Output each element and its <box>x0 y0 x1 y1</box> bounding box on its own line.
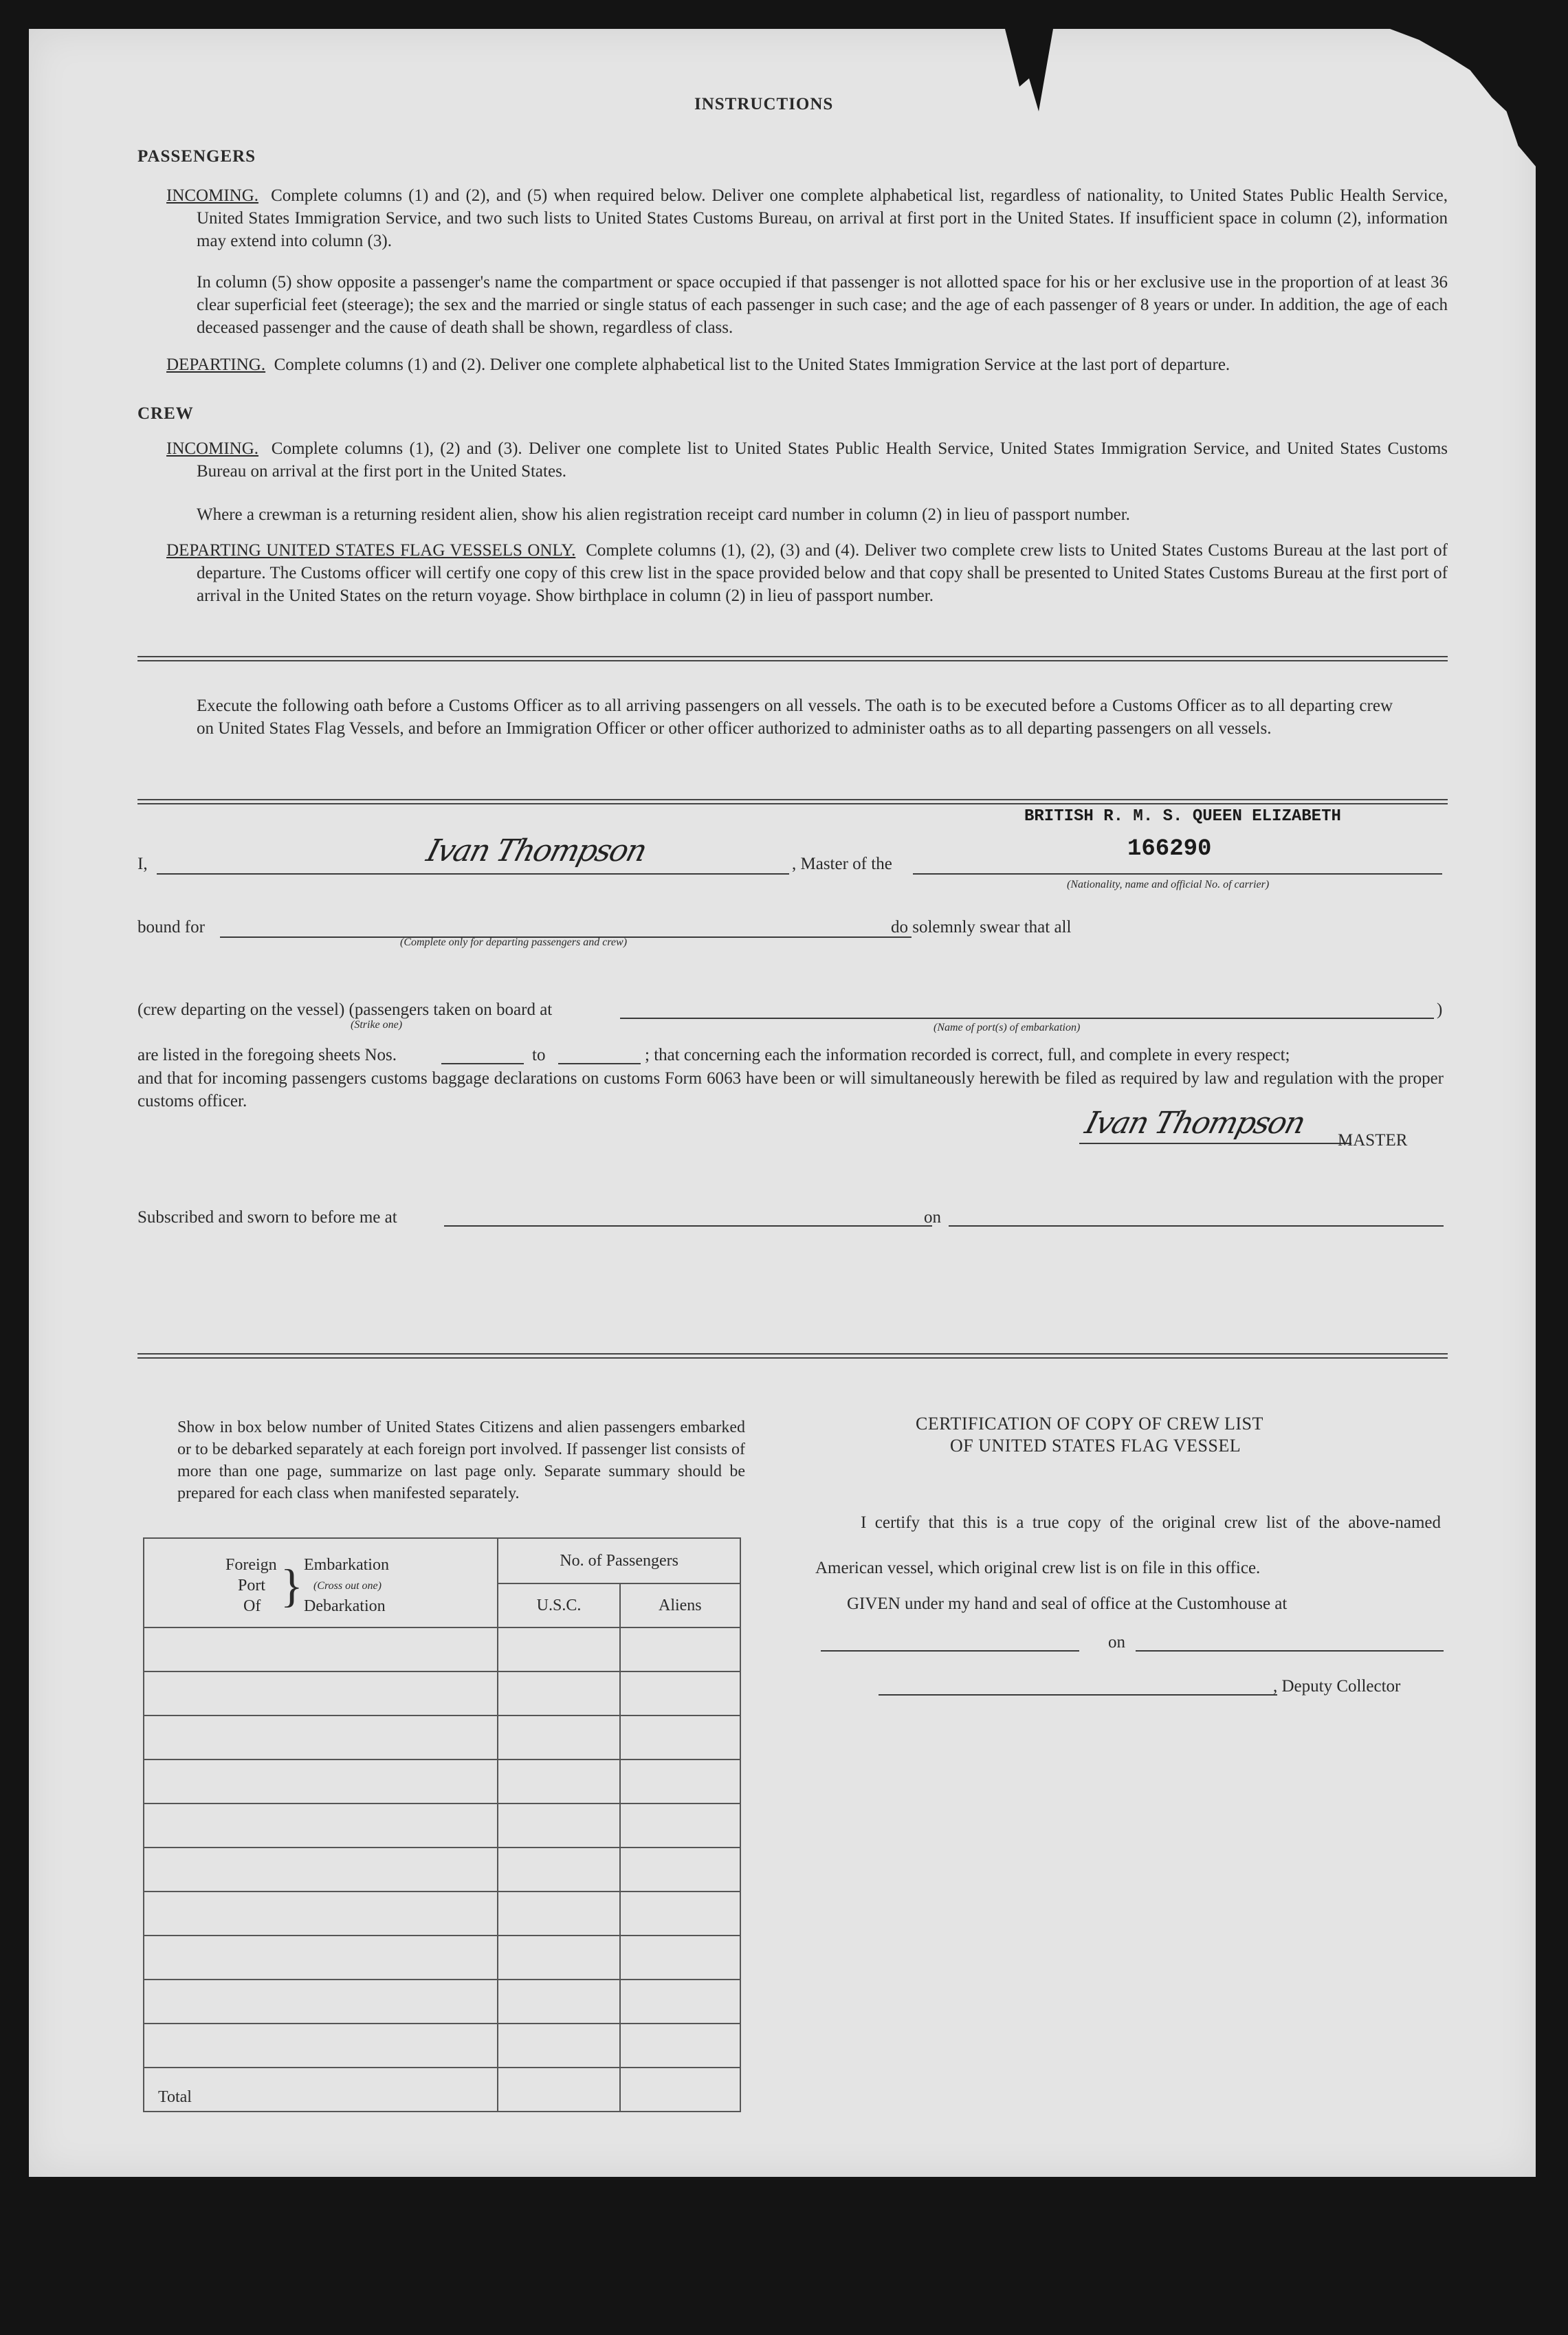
crew-incoming-label: INCOMING. <box>166 439 259 458</box>
torn-notch <box>1005 29 1053 111</box>
table-row-aliens[interactable] <box>620 1804 740 1848</box>
certification-on-label: on <box>1108 1633 1125 1652</box>
passengers-departing-paragraph <box>166 353 1448 376</box>
master-signature: Ivan Thompson <box>1081 1106 1309 1141</box>
passengers-column5-paragraph: In column (5) show opposite a passenger's name the compartment or space occupied if that passenger is not allotted space for his or her exclusive use in the proportion of at least 36 clear superficial feet (steerage); the sex and the married or single status of each passenger in such case; and the age of each passenger of 8 years or under. In addition, the age of each deceased passenger and the cause of death shall be shown, regardless of class. <box>197 273 1448 337</box>
col-cross-out: (Cross out one) <box>313 1580 382 1592</box>
sworn-on-field[interactable] <box>949 1225 1444 1227</box>
table-row-aliens[interactable] <box>620 1715 740 1760</box>
table-row-usc[interactable] <box>498 1760 619 1804</box>
double-rule-2a <box>137 799 1448 800</box>
table-row-aliens[interactable] <box>620 1848 740 1892</box>
table-row-port[interactable] <box>144 1936 498 1980</box>
torn-corner <box>1390 29 1536 166</box>
crew-incoming-text: Complete columns (1), (2) and (3). Deliver one complete list to United States Public Health Service, United States Immigration Service, and United States Customs Bureau on arrival at the first port in the United States. <box>197 439 1448 481</box>
double-rule-1b <box>137 660 1448 661</box>
vessel-name-typed: BRITISH R. M. S. QUEEN ELIZABETH <box>1024 807 1341 826</box>
subscribed-text: Subscribed and sworn to before me at <box>137 1208 397 1227</box>
table-row-usc[interactable] <box>498 1892 619 1936</box>
deputy-signature-field[interactable] <box>879 1694 1277 1696</box>
master-label: MASTER <box>1338 1131 1408 1150</box>
table-row-port[interactable] <box>144 1980 498 2024</box>
table-row-aliens[interactable] <box>620 2024 740 2068</box>
certification-title-1: CERTIFICATION OF COPY OF CREW LIST <box>916 1414 1263 1434</box>
table-row-aliens[interactable] <box>620 1936 740 1980</box>
table-row-usc[interactable] <box>498 1936 619 1980</box>
sworn-at-field[interactable] <box>444 1225 932 1227</box>
usc-header: U.S.C. <box>498 1583 619 1627</box>
table-row-usc[interactable] <box>498 1848 619 1892</box>
crew-flag-label: DEPARTING UNITED STATES FLAG VESSELS ONLY. <box>166 541 576 560</box>
master-signature-field[interactable] <box>1079 1143 1351 1144</box>
passenger-summary-table <box>143 1537 741 2112</box>
passengers-departing-label: DEPARTING. <box>166 355 266 374</box>
col-embarkation: Embarkation <box>304 1556 389 1574</box>
table-row-usc[interactable] <box>498 2024 619 2068</box>
crew-heading: CREW <box>137 404 194 423</box>
close-paren: ) <box>1437 1000 1443 1019</box>
oath-i-label: I, <box>137 855 148 873</box>
table-row-usc[interactable] <box>498 1804 619 1848</box>
carrier-field[interactable] <box>913 873 1442 875</box>
certification-text: I certify that this is a true copy of the original crew list of the above-named American vessel, which original crew list is on file in this office. <box>815 1513 1441 1577</box>
double-rule-2b <box>137 803 1448 804</box>
deputy-collector-label: , Deputy Collector <box>1273 1677 1401 1696</box>
ports-caption: (Name of port(s) of embarkation) <box>934 1022 1081 1033</box>
table-row-port[interactable] <box>144 1892 498 1936</box>
bound-for-label: bound for <box>137 918 205 936</box>
table-row-usc[interactable] <box>498 1627 619 1671</box>
brace-glyph: } <box>280 1559 303 1612</box>
passengers-heading: PASSENGERS <box>137 147 256 166</box>
passengers-departing-text: Complete columns (1) and (2). Deliver one complete alphabetical list to the United States Immigration Service at the last port of departure. <box>274 355 1230 374</box>
master-of-label: , Master of the <box>792 855 892 873</box>
table-row-port[interactable] <box>144 1715 498 1760</box>
swear-text: do solemnly swear that all <box>891 918 1072 936</box>
listed-sheets-text: are listed in the foregoing sheets Nos. <box>137 1046 397 1064</box>
sheet-to-field[interactable] <box>558 1063 641 1064</box>
aliens-header: Aliens <box>620 1583 740 1627</box>
table-row-port[interactable] <box>144 2024 498 2068</box>
certification-date-field[interactable] <box>1136 1650 1444 1652</box>
passengers-incoming-paragraph <box>166 184 1448 252</box>
table-row-port[interactable] <box>144 1848 498 1892</box>
certification-given-text: GIVEN under my hand and seal of office at the Customhouse at <box>847 1594 1288 1613</box>
port-header-cell <box>144 1538 498 1627</box>
crew-flag-paragraph <box>166 539 1448 607</box>
nationality-caption: (Nationality, name and official No. of carrier) <box>1067 879 1270 890</box>
listed-baggage-text: and that for incoming passengers customs baggage declarations on customs Form 6063 have been or will simultaneously herewith be filed as required by law and regulation with the proper customs officer. <box>137 1069 1444 1110</box>
passengers-incoming-label: INCOMING. <box>166 186 259 205</box>
master-name-field[interactable] <box>157 873 789 875</box>
total-label: Total <box>144 2068 498 2112</box>
col-debarkation: Debarkation <box>304 1597 386 1615</box>
certification-title-2: OF UNITED STATES FLAG VESSEL <box>950 1436 1241 1456</box>
vessel-number-typed: 166290 <box>1127 836 1212 862</box>
customhouse-field[interactable] <box>821 1650 1079 1652</box>
table-row-port[interactable] <box>144 1627 498 1671</box>
master-name-signature: Ivan Thompson <box>423 833 650 868</box>
table-row-aliens[interactable] <box>620 1892 740 1936</box>
table-row-aliens[interactable] <box>620 1671 740 1715</box>
col-of: Of <box>243 1597 261 1615</box>
crew-incoming-paragraph <box>166 437 1448 483</box>
double-rule-3b <box>137 1357 1448 1359</box>
passengers-incoming-text: Complete columns (1) and (2), and (5) when required below. Deliver one complete alphabetical list, regardless of nationality, to United States Public Health Service, United States Immigration Service, and two such lists to United States Customs Bureau, on arrival at first port in the United States. If insufficient space in column (2), information may extend into column (3). <box>197 186 1448 250</box>
col-port: Port <box>238 1577 266 1594</box>
crew-departing-text: (crew departing on the vessel) (passengers taken on board at <box>137 1000 553 1019</box>
listed-correct-text: ; that concerning each the information recorded is correct, full, and complete in every respect; <box>645 1046 1290 1064</box>
total-usc-cell[interactable] <box>498 2068 619 2112</box>
instructions-title: INSTRUCTIONS <box>694 95 834 113</box>
sheet-from-field[interactable] <box>441 1063 524 1064</box>
total-aliens-cell[interactable] <box>620 2068 740 2112</box>
table-row-usc[interactable] <box>498 1715 619 1760</box>
bound-for-caption: (Complete only for departing passengers and crew) <box>400 936 628 948</box>
summary-instructions: Show in box below number of United States Citizens and alien passengers embarked or to be debarked separately at each foreign port involved. If passenger list consists of more than one page, summarize on last page only. Separate summary should be prepared for each class when manifested separately. <box>177 1418 745 1502</box>
crew-alien-paragraph: Where a crewman is a returning resident alien, show his alien registration receipt card number in column (2) in lieu of passport number. <box>197 505 1130 524</box>
oath-intro-paragraph: Execute the following oath before a Customs Officer as to all arriving passengers on all vessels. The oath is to be executed before a Customs Officer as to all departing crew on United States Flag Vessels, and before an Immigration Officer or other officer authorized to administer oaths as to all departing passengers on all vessels. <box>197 697 1393 738</box>
table-row-port[interactable] <box>144 1760 498 1804</box>
table-row-aliens[interactable] <box>620 1980 740 2024</box>
crew-list-form-page <box>29 29 1536 2177</box>
strike-one-caption: (Strike one) <box>351 1019 403 1031</box>
sworn-on-label: on <box>924 1208 941 1227</box>
double-rule-1a <box>137 656 1448 657</box>
no-passengers-header: No. of Passengers <box>498 1538 740 1583</box>
embarkation-ports-field[interactable] <box>620 1018 1434 1019</box>
table-row-aliens[interactable] <box>620 1760 740 1804</box>
double-rule-3a <box>137 1353 1448 1355</box>
table-row-aliens[interactable] <box>620 1627 740 1671</box>
table-row-usc[interactable] <box>498 1980 619 2024</box>
table-row-usc[interactable] <box>498 1671 619 1715</box>
table-row-port[interactable] <box>144 1671 498 1715</box>
crew-flag-text: Complete columns (1), (2), (3) and (4). Deliver two complete crew lists to United States Customs Bureau at the last port of departure. The Customs officer will certify one copy of this crew list in the space provided below and that copy shall be presented to United States Customs Bureau at the first port of arrival in the United States on the return voyage. Show birthplace in column (2) in lieu of passport number. <box>197 541 1448 605</box>
listed-to-text: to <box>532 1046 546 1064</box>
col-foreign: Foreign <box>225 1556 277 1574</box>
table-row-port[interactable] <box>144 1804 498 1848</box>
